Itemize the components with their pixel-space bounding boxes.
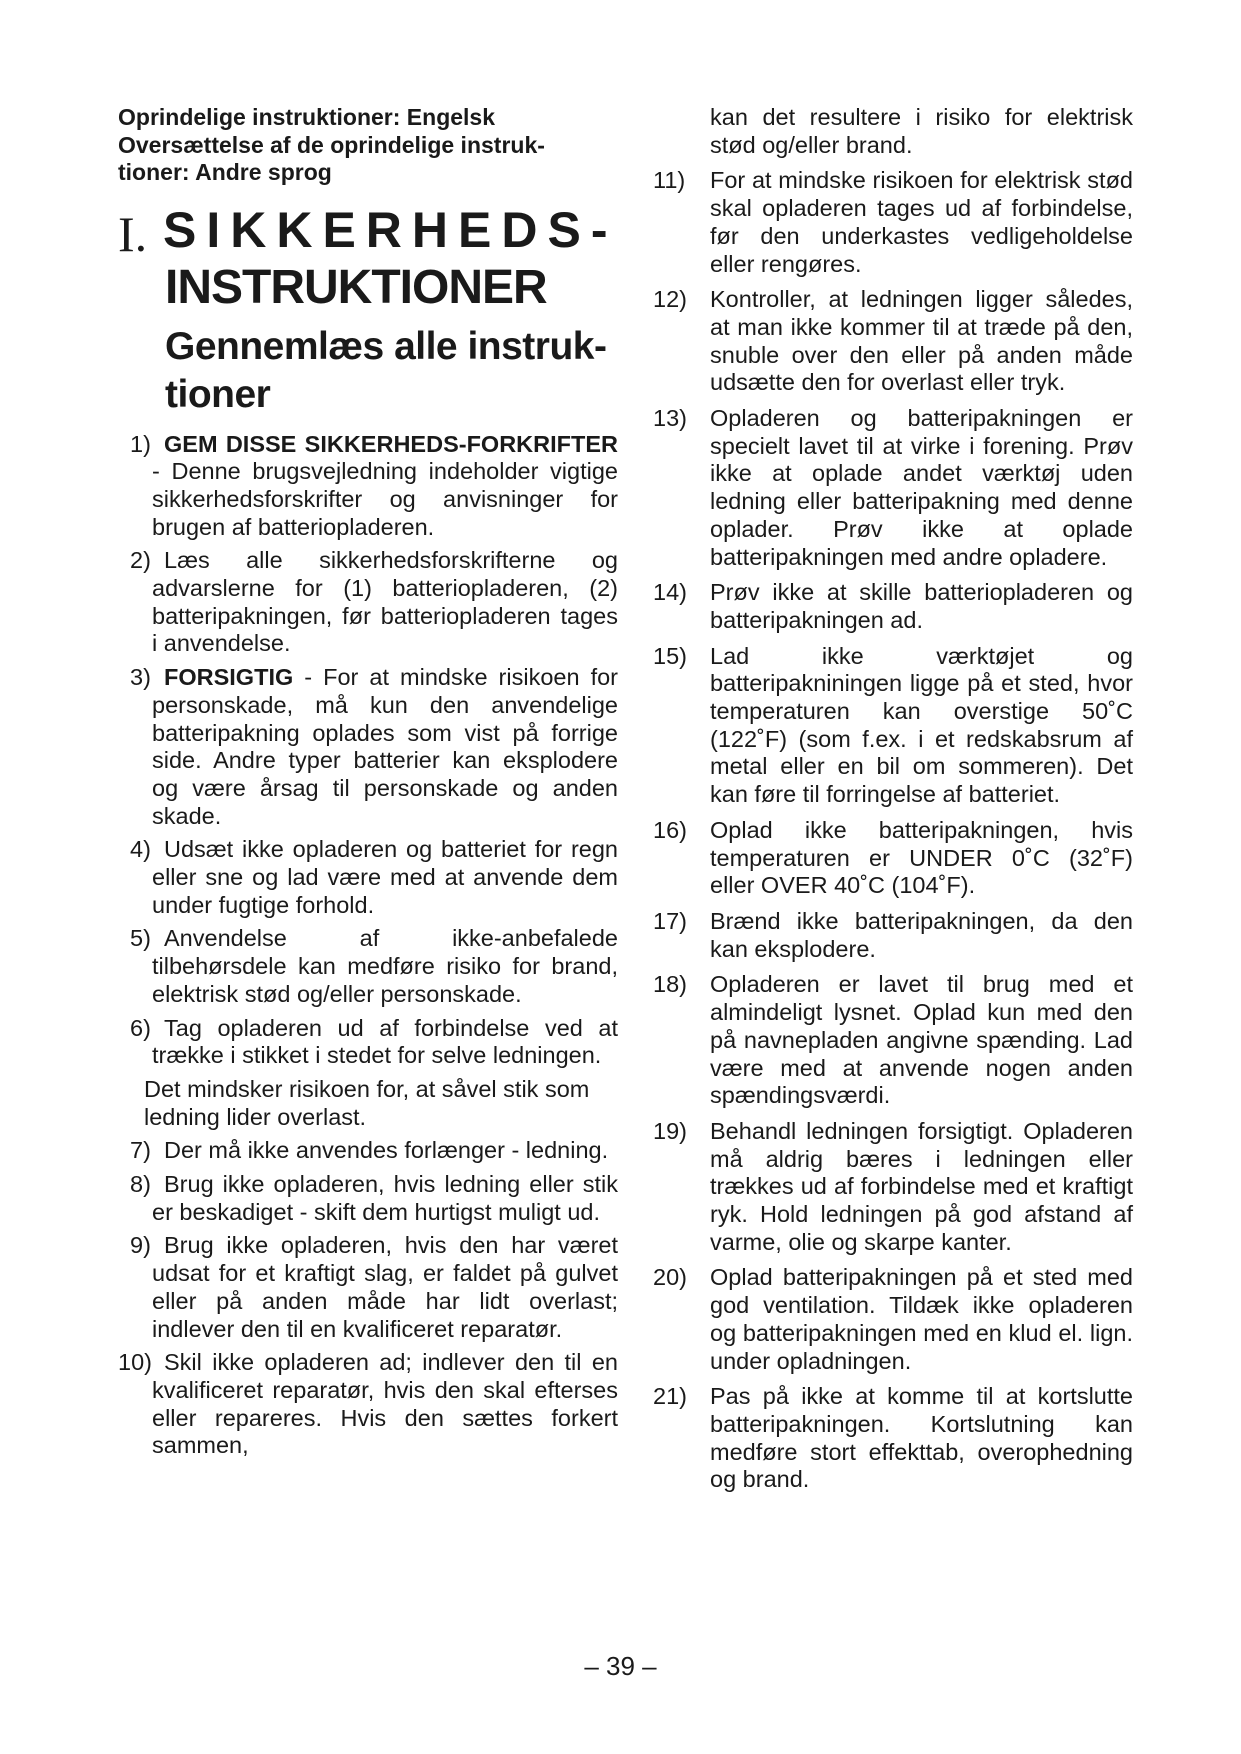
item-text: - Denne brugsvejledning indeholder vigtige sikkerhedsforskrifter og anvisninger for brugen af batteriopladeren. xyxy=(152,458,618,540)
item-text: Læs alle sikkerhedsforskrifterne og advarslerne for (1) batteriopladeren, (2) batteripakningen, før batteriopladeren tages i anvendelse. xyxy=(152,547,618,657)
item-number: 6) xyxy=(130,1014,151,1041)
item-number: 7) xyxy=(130,1137,151,1164)
list-item xyxy=(118,925,618,1008)
item-text: Oplad ikke batteripakningen, hvis temperaturen er UNDER 0˚C (32˚F) eller OVER 40˚C (104˚F). xyxy=(710,816,1133,899)
item-text: Udsæt ikke opladeren og batteriet for regn eller sne og lad være med at anvende dem under fugtige forhold. xyxy=(152,836,618,918)
left-column xyxy=(118,104,618,1466)
item-number: 17) xyxy=(653,907,687,934)
item-text: For at mindske risikoen for elektrisk stød skal opladeren tages ud af forbindelse, før den underkastes vedligeholdelse eller rengøres. xyxy=(710,167,1133,277)
list-item xyxy=(118,664,618,830)
section-title-line-1: SIKKERHEDS- xyxy=(163,201,618,258)
section-subtitle xyxy=(165,323,618,419)
original-line-1: Oprindelige instruktioner: Engelsk xyxy=(118,104,496,130)
item-number: 2) xyxy=(130,547,151,574)
original-line-2: Oversættelse af de oprindelige instruk- xyxy=(118,131,545,158)
item-number: 13) xyxy=(653,405,687,432)
item-number: 11) xyxy=(653,167,686,194)
item-number: 18) xyxy=(653,971,687,998)
item-text: - For at mindske risikoen for personskade, må kun den anvendelige batteripakning oplades som vist på forrige side. Andre typer batterier kan eksplodere og være årsag til personskade og anden skade. xyxy=(152,664,618,829)
list-item xyxy=(118,547,618,658)
item-number: 20) xyxy=(653,1264,687,1291)
original-line-3: tioner: Andre sprog xyxy=(118,159,332,185)
section-subtitle-line-2: tioner xyxy=(165,372,271,416)
list-item xyxy=(653,405,1133,571)
item-number: 1) xyxy=(130,430,151,457)
item-text: Behandl ledningen forsigtigt. Opladeren må aldrig bæres i ledningen eller trækkes ud af forbindelse med et kraftigt ryk. Hold ledningen på god afstand af varme, olie og skarpe kanter. xyxy=(710,1117,1133,1255)
item-text: Opladeren og batteripakningen er specielt lavet til at virke i forening. Prøv ikke at oplade andet værktøj uden ledning eller batteripakning med denne oplader. Prøv ikke at oplade batteripakningen med andre opladere. xyxy=(710,405,1133,570)
list-item xyxy=(118,1015,618,1070)
item-text: Opladeren er lavet til brug med et almindeligt lysnet. Oplad kun med den på navnepladen angivne spænding. Lad være med at anvende nogen anden spændingsværdi. xyxy=(710,971,1133,1109)
item-number: 15) xyxy=(653,642,687,669)
section-subtitle-line-1: Gennemlæs alle instruk- xyxy=(165,324,607,368)
item-lead: GEM DISSE SIKKERHEDS-FORKRIFTER xyxy=(164,430,618,457)
safety-list-left xyxy=(118,431,618,1070)
item-6-note: Det mindsker risikoen for, at såvel stik som ledning lider overlast. xyxy=(144,1075,590,1130)
item-text: Der må ikke anvendes forlænger - ledning. xyxy=(164,1137,609,1164)
list-item xyxy=(653,1264,1133,1375)
list-item xyxy=(118,1171,618,1226)
item-number: 4) xyxy=(130,836,151,863)
list-item xyxy=(118,1349,618,1460)
list-item xyxy=(118,836,618,919)
item-number: 21) xyxy=(653,1383,687,1410)
item-text: Lad ikke værktøjet og batteripakniningen ligge på et sted, hvor temperaturen kan overstige 50˚C (122˚F) (som f.ex. i et redskabsrum af metal eller en bil om sommeren). Det kan føre til forringelse af batteriet. xyxy=(710,642,1133,808)
safety-list-right xyxy=(653,167,1133,1494)
list-item xyxy=(653,908,1133,963)
item-text: Prøv ikke at skille batteriopladeren og batteripakningen ad. xyxy=(710,579,1133,633)
list-item xyxy=(118,431,618,542)
section-title-line-2: INSTRUKTIONER xyxy=(165,260,547,314)
item-number: 16) xyxy=(653,816,687,843)
item-text: Brænd ikke batteripakningen, da den kan eksplodere. xyxy=(710,907,1133,962)
list-item xyxy=(653,579,1133,634)
list-item xyxy=(653,817,1133,900)
list-item xyxy=(653,643,1133,809)
item-number: 3) xyxy=(130,664,151,691)
right-column xyxy=(653,104,1133,1502)
safety-list-left-2 xyxy=(118,1137,618,1460)
item-lead: FORSIGTIG xyxy=(164,664,294,691)
item-number: 9) xyxy=(130,1232,151,1259)
item-number: 14) xyxy=(653,579,687,606)
item-text: Skil ikke opladeren ad; indlever den til en kvalificeret reparatør, hvis den skal efterses eller repareres. Hvis den sættes forkert sammen, xyxy=(152,1349,618,1459)
list-item xyxy=(653,1383,1133,1494)
original-language-note xyxy=(118,104,618,187)
item-10-continuation: kan det resultere i risiko for elektrisk stød og/eller brand. xyxy=(710,104,1133,158)
section-numeral: I. xyxy=(118,205,148,262)
list-item xyxy=(653,971,1133,1110)
list-item xyxy=(653,1118,1133,1257)
item-text: Oplad batteripakningen på et sted med god ventilation. Tildæk ikke opladeren og batteripakningen med en klud el. lign. under opladningen. xyxy=(710,1264,1133,1374)
page-number: – 39 – xyxy=(584,1651,657,1681)
item-number: 10) xyxy=(118,1349,152,1376)
section-heading xyxy=(118,199,618,419)
list-item xyxy=(653,286,1133,397)
item-number: 12) xyxy=(653,286,687,313)
list-item xyxy=(118,1232,618,1343)
item-text: Anvendelse af ikke-anbefalede tilbehørsdele kan medføre risiko for brand, elektrisk stød og/eller personskade. xyxy=(152,925,618,1007)
item-number: 19) xyxy=(653,1117,687,1144)
item-text: Kontroller, at ledningen ligger således, at man ikke kommer til at træde på den, snuble over den eller på anden måde udsætte den for overlast eller tryk. xyxy=(710,286,1133,396)
item-number: 8) xyxy=(130,1171,151,1198)
list-item xyxy=(653,167,1133,278)
item-text: Tag opladeren ud af forbindelse ved at trække i stikket i stedet for selve ledningen. xyxy=(152,1014,618,1069)
item-number: 5) xyxy=(130,925,151,952)
item-text: Pas på ikke at komme til at kortslutte batteripakningen. Kortslutning kan medføre stort effekttab, overophedning og brand. xyxy=(710,1383,1133,1493)
item-text: Brug ikke opladeren, hvis den har været udsat for et kraftigt slag, er faldet på gulvet eller på anden måde har lidt overlast; indlever den til en kvalificeret reparatør. xyxy=(152,1232,618,1342)
list-item xyxy=(118,1137,618,1165)
item-text: Brug ikke opladeren, hvis ledning eller stik er beskadiget - skift dem hurtigst muligt ud. xyxy=(152,1171,618,1225)
